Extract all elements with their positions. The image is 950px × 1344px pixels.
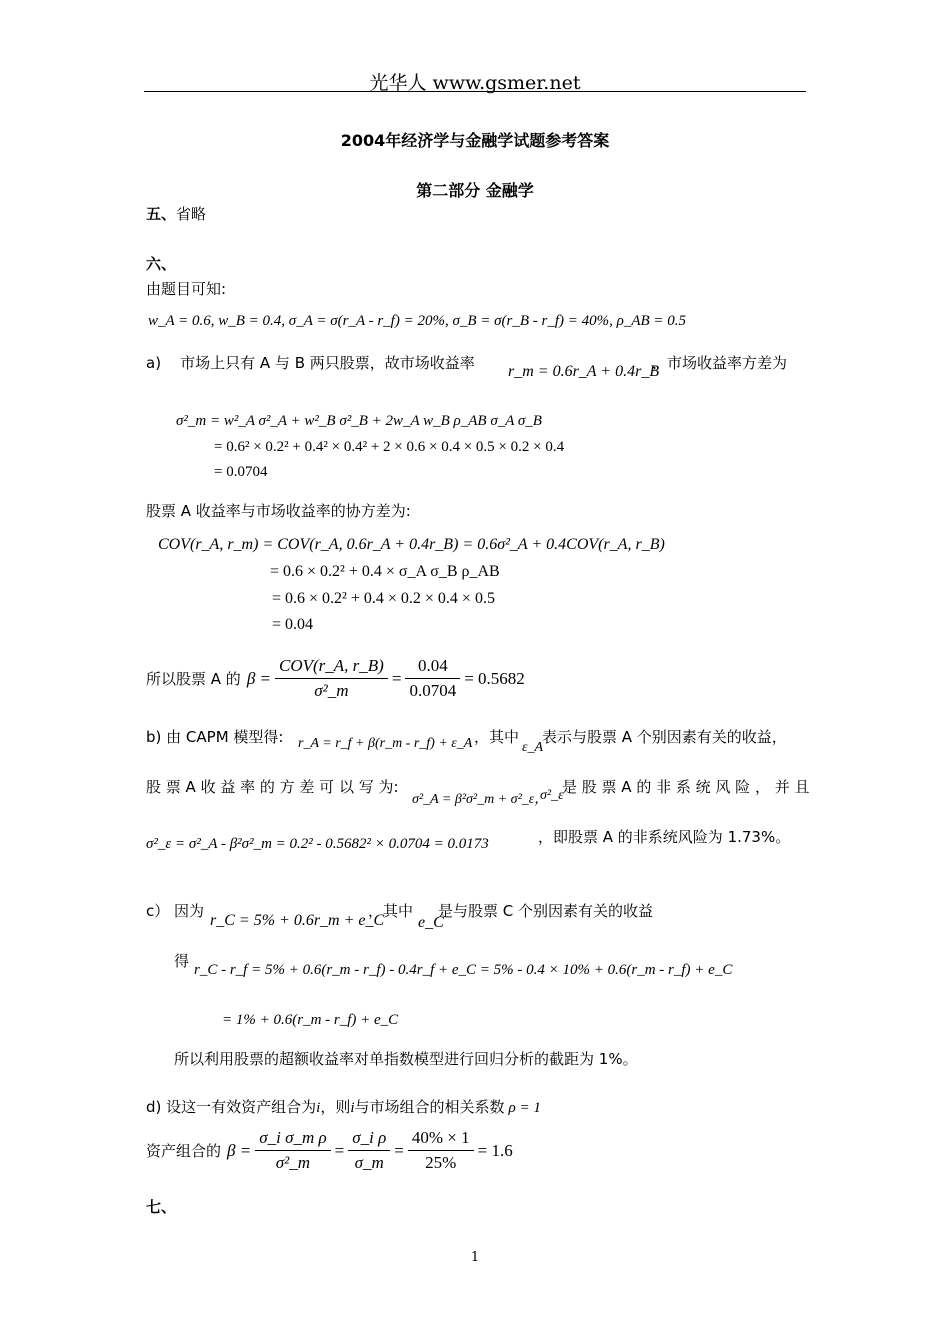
- beta-a-eq: =: [391, 668, 402, 688]
- market-return-formula: r_m = 0.6r_A + 0.4r_B: [508, 363, 660, 380]
- part-d-text2: ，则: [320, 1098, 351, 1116]
- part-c-text2: ，其中: [368, 902, 414, 920]
- variance-line-1: σ²_m = w²_A σ²_A + w²_B σ²_B + 2w_A w_B ρ_AB σ_A σ_B: [176, 413, 542, 429]
- cov-line-3: = 0.6 × 0.2² + 0.4 × 0.2 × 0.4 × 0.5: [272, 590, 495, 607]
- excess-return-formula: r_C - r_f = 5% + 0.6(r_m - r_f) - 0.4r_f + e_C = 5% - 0.4 × 10% + 0.6(r_m - r_f) + e_C: [194, 962, 733, 978]
- beta-d-eq1: =: [334, 1140, 345, 1160]
- cov-intro: 股票 A 收益率与市场收益率的协方差为:: [146, 502, 411, 520]
- beta-d-f1-num: σ_i σ_m ρ: [255, 1128, 330, 1151]
- beta-d-row: [146, 1128, 513, 1173]
- beta-a-result: = 0.5682: [464, 668, 525, 688]
- beta-d-f3-num: 40% × 1: [408, 1128, 474, 1151]
- excess-return-result: = 1% + 0.6(r_m - r_f) + e_C: [222, 1012, 399, 1028]
- beta-d-fraction-3: [408, 1128, 474, 1173]
- unsystematic-risk-formula: σ²_ε = σ²_A - β²σ²_m = 0.2² - 0.5682² × 0.0704 = 0.0173: [146, 836, 489, 852]
- part-a-text2: ，市场收益率方差为: [652, 354, 788, 372]
- section-seven-label: 七、: [146, 1198, 177, 1216]
- e-c: e_C: [418, 914, 444, 931]
- beta-a-num: COV(r_A, r_B): [275, 656, 388, 679]
- page-number: 1: [470, 1250, 480, 1265]
- part-d-line: [146, 1096, 541, 1117]
- part-a-text1: 市场上只有 A 与 B 两只股票，故市场收益率: [180, 354, 475, 372]
- part-b-text1: b) 由 CAPM 模型得:: [146, 728, 284, 746]
- part-b-text2: ，其中: [474, 728, 520, 746]
- part-c-de: 得: [174, 952, 190, 970]
- page-header: 光华人 www.gsmer.net: [369, 72, 581, 94]
- stock-c-formula: r_C = 5% + 0.6r_m + e_C: [210, 912, 385, 929]
- beta-a-prefix: 所以股票 A 的: [146, 670, 241, 688]
- part-d-text1: d) 设这一有效资产组合为: [146, 1098, 317, 1116]
- beta-d-result: = 1.6: [477, 1140, 513, 1160]
- beta-d-eq2: =: [394, 1140, 404, 1160]
- part-c-text3: 是与股票 C 个别因素有关的收益: [438, 902, 654, 920]
- beta-d-fraction-1: [255, 1128, 330, 1173]
- part-d-text3: 与市场组合的相关系数: [354, 1098, 505, 1116]
- header-rule: [144, 91, 806, 92]
- section-five-text: 省略: [176, 205, 207, 223]
- cov-line-1: COV(r_A, r_m) = COV(r_A, 0.6r_A + 0.4r_B) = 0.6σ²_A + 0.4COV(r_A, r_B): [158, 536, 665, 553]
- section-six-label: 六、: [146, 255, 177, 273]
- epsilon-a: ε_A: [522, 740, 544, 755]
- sigma-epsilon: σ²_ε: [540, 788, 564, 803]
- beta-a-num2: 0.04: [405, 656, 460, 679]
- part-c-conclusion: 所以利用股票的超额收益率对单指数模型进行回归分析的截距为 1%。: [174, 1050, 638, 1068]
- section-five: [146, 203, 206, 224]
- part-b-text5: 是 股 票 A 的 非 系 统 风 险 ， 并 且: [562, 778, 810, 796]
- portfolio-i: i: [316, 1100, 321, 1116]
- section-five-label: 五、: [146, 205, 177, 223]
- beta-d-prefix: 资产组合的: [146, 1142, 222, 1160]
- beta-a-den: σ²_m: [314, 681, 349, 700]
- beta-d-fraction-2: [348, 1128, 390, 1173]
- beta-d-f1-den: σ²_m: [275, 1153, 311, 1172]
- capm-formula: r_A = r_f + β(r_m - r_f) + ε_A: [298, 736, 473, 751]
- beta-a-den2: 0.0704: [409, 681, 457, 700]
- part-a-prefix: a): [146, 354, 162, 372]
- document-title: 2004年经济学与金融学试题参考答案: [340, 131, 610, 150]
- beta-a-fraction-2: [405, 656, 460, 701]
- rho-value: ρ = 1: [508, 1100, 541, 1116]
- beta-a-row: [146, 656, 525, 701]
- cov-line-4: = 0.04: [272, 616, 314, 633]
- part-b-text6: ，即股票 A 的非系统风险为 1.73%。: [538, 828, 791, 846]
- section-title: 第二部分 金融学: [416, 181, 534, 200]
- cov-line-2: = 0.6 × 0.2² + 0.4 × σ_A σ_B ρ_AB: [270, 563, 500, 580]
- given-formula: w_A = 0.6, w_B = 0.4, σ_A = σ(r_A - r_f) = 20%, σ_B = σ(r_B - r_f) = 40%, ρ_AB = 0.5: [148, 313, 687, 329]
- part-a-line: [146, 352, 475, 373]
- part-c-text1: c） 因为: [146, 902, 205, 920]
- part-b-text3: 表示与股票 A 个别因素有关的收益，: [542, 728, 787, 746]
- variance-decomposition: σ²_A = β²σ²_m + σ²_ε，: [412, 792, 549, 807]
- six-intro: 由题目可知:: [146, 280, 227, 298]
- beta-d-f3-den: 25%: [425, 1153, 457, 1172]
- variance-line-3: = 0.0704: [214, 464, 268, 480]
- part-b-text4: 股 票 A 收 益 率 的 方 差 可 以 写 为:: [146, 778, 399, 796]
- beta-d-lhs: β =: [227, 1140, 252, 1160]
- variance-line-2: = 0.6² × 0.2² + 0.4² × 0.4² + 2 × 0.6 × 0.4 × 0.5 × 0.2 × 0.4: [214, 439, 565, 455]
- beta-a-lhs: β =: [246, 668, 272, 688]
- beta-d-f2-den: σ_m: [354, 1153, 384, 1172]
- beta-a-fraction-1: [275, 656, 388, 701]
- beta-d-f2-num: σ_i ρ: [348, 1128, 390, 1151]
- portfolio-i-2: i: [350, 1100, 355, 1116]
